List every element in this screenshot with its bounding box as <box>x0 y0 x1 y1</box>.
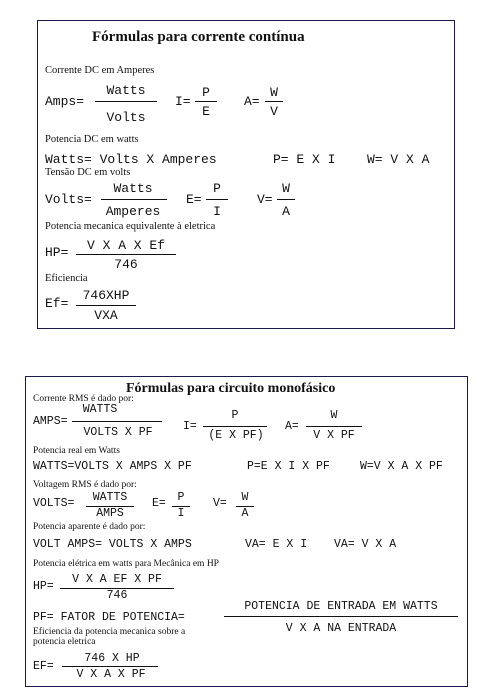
i-rms-numerator: P <box>231 409 239 422</box>
e-rms-lhs: E= <box>152 497 166 510</box>
v-lhs: V= <box>257 192 273 207</box>
e-numerator: P <box>213 181 221 196</box>
hp-lhs: HP= <box>45 245 69 260</box>
a-numerator: W <box>270 85 278 100</box>
ef-numerator: 746XHP <box>82 288 130 303</box>
electric-power-label: Potencia elétrica em watts para Mecânica em HP <box>33 559 219 569</box>
a-rms-lhs: A= <box>285 420 299 433</box>
ef-lhs: Ef= <box>45 296 69 311</box>
hp-fraction-bar <box>76 254 176 255</box>
dc-power-label: Potencia DC em watts <box>45 134 139 145</box>
volts-fraction-bar <box>101 199 167 200</box>
rms-voltage-label: Voltagem RMS é dado por: <box>33 480 137 490</box>
amps-rms-lhs: AMPS= <box>33 415 68 428</box>
volt-amps-formula: VOLT AMPS= VOLTS X AMPS <box>33 538 192 551</box>
apparent-power-label: Potencia aparente é dado por: <box>33 522 146 532</box>
i-numerator: P <box>202 85 210 100</box>
amps-denominator: Volts <box>106 110 146 125</box>
v-fraction-bar <box>277 199 295 200</box>
hp-denominator: 746 <box>114 257 138 272</box>
a-rms-denominator: V X PF <box>313 429 355 442</box>
watts-rms-formula: WATTS=VOLTS X AMPS X PF <box>33 460 192 473</box>
a-fraction-bar <box>265 101 283 102</box>
watts-formula: Watts= Volts X Amperes <box>45 152 217 167</box>
volts-rms-denominator: AMPS <box>96 507 124 520</box>
e-rms-denominator: I <box>177 507 185 520</box>
ef-rms-lhs: EF= <box>33 660 54 673</box>
v-rms-denominator: A <box>241 507 249 520</box>
pf-lhs: PF= FATOR DE POTENCIA= <box>33 611 185 624</box>
amps-fraction-bar <box>95 101 157 102</box>
i-rms-denominator: (E X PF) <box>208 429 264 442</box>
ef-fraction-bar <box>76 305 136 306</box>
single-phase-panel-title: Fórmulas para circuito monofásico <box>126 381 336 396</box>
va-va-formula: VA= V X A <box>334 538 397 551</box>
a-rms-fraction-bar <box>306 426 362 427</box>
ef-rms-numerator: 746 X HP <box>84 652 140 665</box>
p-rms-formula: P=E X I X PF <box>247 460 330 473</box>
w-formula: W= V X A <box>367 152 430 167</box>
i-denominator: E <box>202 104 210 119</box>
i-rms-lhs: I= <box>183 420 197 433</box>
a-rms-numerator: W <box>330 409 338 422</box>
volts-rms-lhs: VOLTS= <box>33 497 75 510</box>
pf-denominator: V X A NA ENTRADA <box>285 622 397 635</box>
mech-efficiency-label-line1: Eficiencia da potencia mecanica sobre a <box>33 627 186 637</box>
ef-rms-denominator: V X A X PF <box>76 668 146 681</box>
volts-lhs: Volts= <box>45 192 92 207</box>
amps-rms-numerator: WATTS <box>82 403 118 416</box>
v-rms-lhs: V= <box>213 497 227 510</box>
mech-efficiency-label-line2: potencia eletrica <box>33 637 96 647</box>
efficiency-label: Eficiencia <box>45 273 88 284</box>
e-denominator: I <box>213 204 221 219</box>
i-rms-fraction-bar <box>203 426 267 427</box>
amps-rms-denominator: VOLTS X PF <box>83 426 153 439</box>
real-power-label: Potencia real em Watts <box>33 446 120 456</box>
w-rms-formula: W=V X A X PF <box>360 460 443 473</box>
p-formula: P= E X I <box>273 152 336 167</box>
a-lhs: A= <box>244 94 260 109</box>
volts-denominator: Amperes <box>105 204 161 219</box>
pf-fraction-bar <box>224 616 458 617</box>
v-numerator: W <box>282 181 290 196</box>
hp-numerator: V X A X Ef <box>86 238 165 253</box>
amps-lhs: Amps= <box>45 94 85 109</box>
ef-rms-fraction-bar <box>62 666 158 667</box>
dc-panel-title: Fórmulas para corrente contínua <box>92 29 305 45</box>
hp-rms-denominator: 746 <box>106 589 128 602</box>
v-rms-numerator: W <box>241 491 249 504</box>
volts-rms-numerator: WATTS <box>92 491 128 504</box>
e-lhs: E= <box>186 192 202 207</box>
amps-numerator: Watts <box>106 83 146 98</box>
mech-power-label: Potencia mecanica equivalente à eletrica <box>45 221 216 232</box>
e-fraction-bar <box>206 199 228 200</box>
i-lhs: I= <box>175 94 191 109</box>
dc-current-label: Corrente DC em Amperes <box>45 65 155 76</box>
ef-denominator: VXA <box>94 308 118 323</box>
volts-numerator: Watts <box>113 181 153 196</box>
pf-numerator: POTENCIA DE ENTRADA EM WATTS <box>244 600 438 613</box>
va-ei-formula: VA= E X I <box>245 538 308 551</box>
i-fraction-bar <box>195 101 217 102</box>
rms-current-label: Corrente RMS é dado por: <box>33 394 134 404</box>
hp-rms-lhs: HP= <box>33 580 54 593</box>
amps-rms-fraction-bar <box>72 421 162 422</box>
a-denominator: V <box>270 104 278 119</box>
v-denominator: A <box>282 204 290 219</box>
dc-voltage-label: Tensão DC em volts <box>45 167 131 178</box>
hp-rms-numerator: V X A EF X PF <box>72 573 162 586</box>
e-rms-numerator: P <box>177 491 185 504</box>
